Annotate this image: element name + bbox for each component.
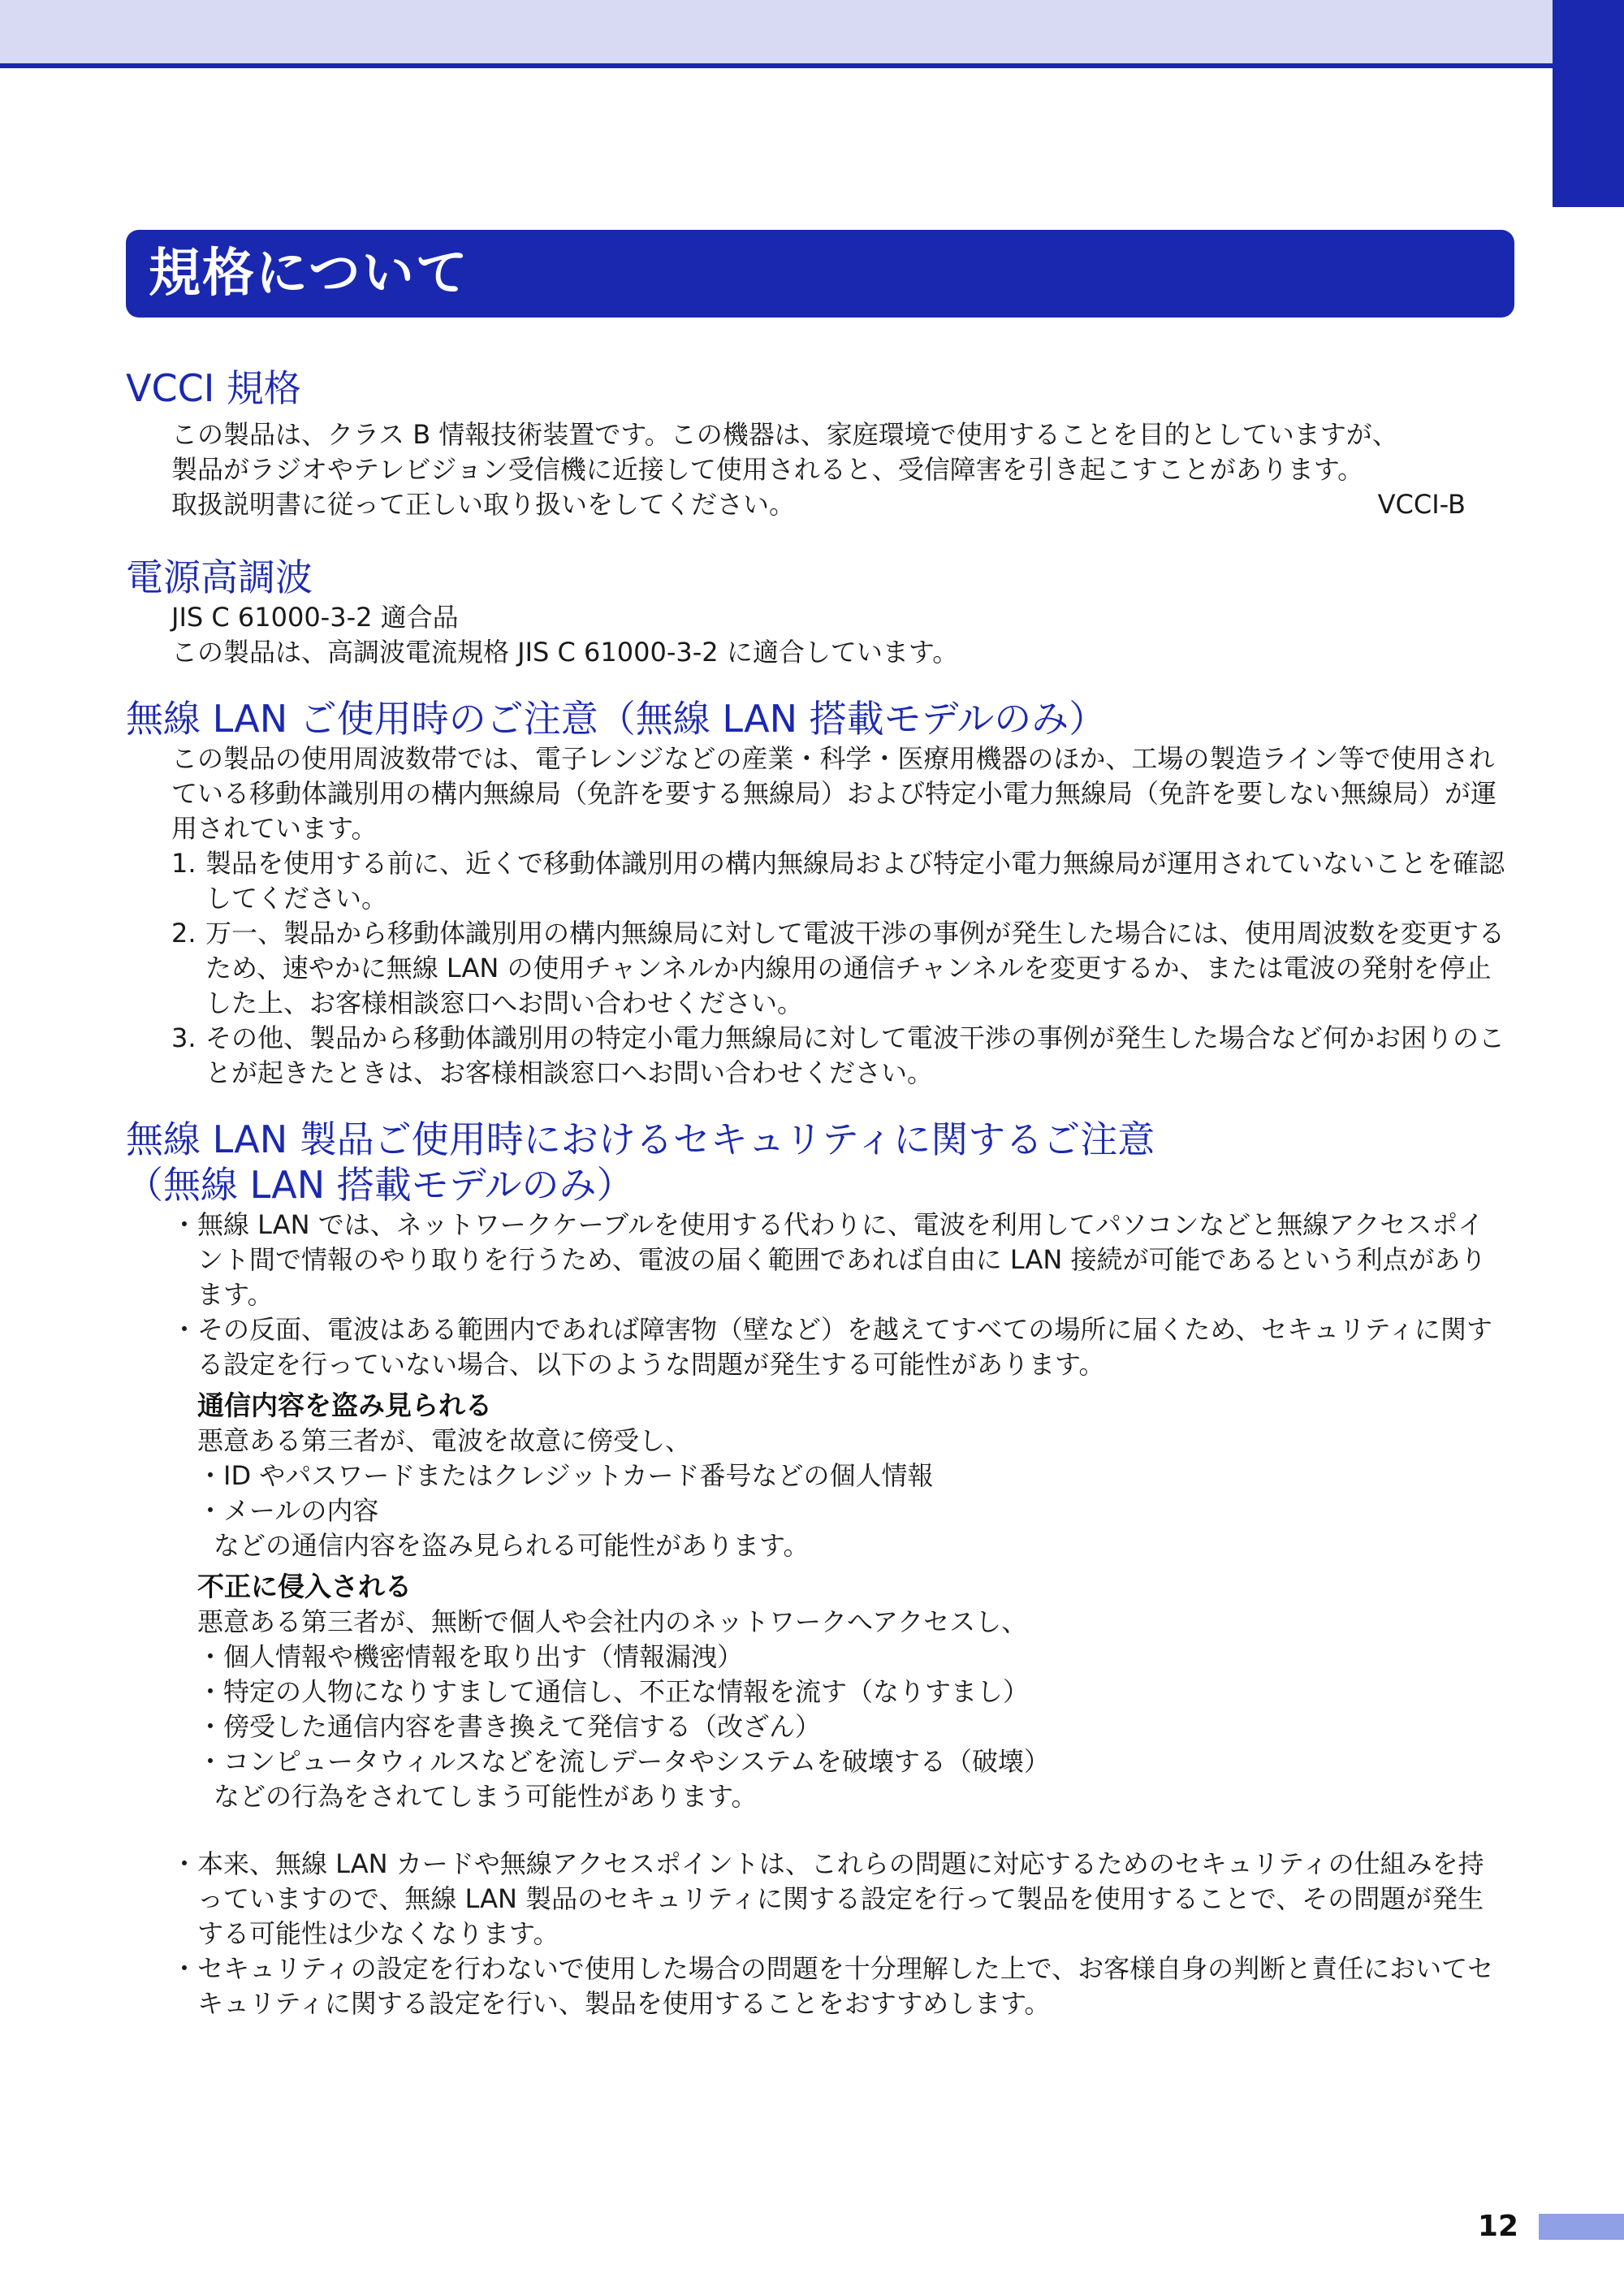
risk-item: ・個人情報や機密情報を取り出す（情報漏洩） bbox=[197, 1641, 744, 1672]
bullet-text: 無線 LAN では、ネットワークケーブルを使用する代わりに、電波を利用してパソコンなどと無線アクセスポイント間で情報のやり取りを行うため、電波の届く範囲であれば自由に LAN 接続が可能であるという利点があります。 bbox=[197, 1209, 1487, 1310]
risk-eavesdropping bbox=[197, 1387, 1506, 1563]
bullet-item bbox=[171, 1312, 1506, 1382]
risk-intrusion bbox=[197, 1568, 1506, 1814]
risk-item: ・傍受した通信内容を書き換えて発信する（改ざん） bbox=[197, 1711, 822, 1742]
bullet-mark: ・ bbox=[171, 1209, 198, 1240]
section-wlan-security bbox=[126, 1117, 1506, 2021]
vcci-last-line bbox=[171, 487, 1506, 522]
vcci-mark: VCCI-B bbox=[1377, 489, 1466, 520]
risk-title: 不正に侵入される bbox=[197, 1571, 412, 1602]
list-text: 製品を使用する前に、近くで移動体識別用の構内無線局および特定小電力無線局が運用されていないことを確認してください。 bbox=[205, 848, 1505, 914]
list-text: その他、製品から移動体識別用の特定小電力無線局に対して電波干渉の事例が発生した場合など何かお困りのことが起きたときは、お客様相談窓口へお問い合わせください。 bbox=[205, 1022, 1505, 1088]
risk-tail: などの通信内容を盗み見られる可能性があります。 bbox=[214, 1530, 810, 1561]
wlan-security-body bbox=[171, 1208, 1506, 2021]
bullet-item bbox=[171, 1951, 1506, 2021]
page-number-bar bbox=[1539, 2214, 1624, 2240]
wlan-caution-intro: この製品の使用周波数帯では、電子レンジなどの産業・科学・医療用機器のほか、工場の製造ライン等で使用されている移動体識別用の構内無線局（免許を要する無線局）および特定小電力無線局（免許を要しない無線局）が運用されています。 bbox=[171, 743, 1497, 844]
heading-vcci: VCCI 規格 bbox=[126, 366, 301, 410]
harmonics-body bbox=[171, 600, 1506, 670]
bullet-mark: ・ bbox=[171, 1953, 198, 1984]
risk-tail: などの行為をされてしまう可能性があります。 bbox=[214, 1781, 758, 1812]
bullet-text: セキュリティの設定を行わないで使用した場合の問題を十分理解した上で、お客様自身の判断と責任においてセキュリティに関する設定を行い、製品を使用することをおすすめします。 bbox=[197, 1953, 1494, 2019]
list-number: 3. bbox=[171, 1022, 197, 1053]
bullet-item bbox=[171, 1208, 1506, 1312]
title-bar bbox=[126, 230, 1514, 318]
risk-item: ・コンピュータウィルスなどを流しデータやシステムを破壊する（破壊） bbox=[197, 1746, 1050, 1777]
risk-item: ・特定の人物になりすまして通信し、不正な情報を流す（なりすまし） bbox=[197, 1676, 1030, 1707]
list-item bbox=[171, 1021, 1506, 1091]
section-wlan-caution bbox=[126, 696, 1506, 1091]
section-harmonics bbox=[126, 555, 1506, 670]
list-item bbox=[171, 846, 1506, 916]
risk-item: ・ID やパスワードまたはクレジットカード番号などの個人情報 bbox=[197, 1460, 934, 1491]
bullet-text: その反面、電波はある範囲内であれば障害物（壁など）を越えてすべての場所に届くため、セキュリティに関する設定を行っていない場合、以下のような問題が発生する可能性があります。 bbox=[197, 1314, 1492, 1380]
list-number: 2. bbox=[171, 918, 197, 949]
vcci-line: 製品がラジオやテレビジョン受信機に近接して使用されると、受信障害を引き起こすことがあります。 bbox=[171, 454, 1364, 485]
header-band bbox=[0, 0, 1553, 68]
main-content bbox=[126, 365, 1506, 2021]
wlan-caution-body bbox=[171, 741, 1506, 1091]
bullet-mark: ・ bbox=[171, 1848, 198, 1879]
bullet-text: 本来、無線 LAN カードや無線アクセスポイントは、これらの問題に対応するためのセキュリティの仕組みを持っていますので、無線 LAN 製品のセキュリティに関する設定を行って製品を使用することで、その問題が発生する可能性は少なくなります。 bbox=[197, 1848, 1484, 1949]
heading-wlan-caution: 無線 LAN ご使用時のご注意（無線 LAN 搭載モデルのみ） bbox=[126, 697, 1107, 741]
heading-wlan-security-sub: （無線 LAN 搭載モデルのみ） bbox=[126, 1163, 634, 1207]
risk-item: ・メールの内容 bbox=[197, 1495, 379, 1526]
list-text: 万一、製品から移動体識別用の構内無線局に対して電波干渉の事例が発生した場合には、使用周波数を変更するため、速やかに無線 LAN の使用チャンネルか内線用の通信チャンネルを変更するか、または電波の発射を停止した上、お客様相談窓口へお問い合わせください。 bbox=[205, 918, 1505, 1018]
page-title: 規格について bbox=[149, 244, 469, 304]
harmonics-line: この製品は、高調波電流規格 JIS C 61000-3-2 に適合しています。 bbox=[171, 637, 959, 668]
vcci-line: 取扱説明書に従って正しい取り扱いをしてください。 bbox=[171, 489, 796, 520]
heading-harmonics: 電源高調波 bbox=[126, 555, 313, 599]
risk-title: 通信内容を盗み見られる bbox=[197, 1390, 492, 1421]
bullet-mark: ・ bbox=[171, 1314, 198, 1345]
harmonics-line: JIS C 61000-3-2 適合品 bbox=[171, 602, 459, 633]
vcci-line: この製品は、クラス B 情報技術装置です。この機器は、家庭環境で使用することを目的としていますが、 bbox=[171, 419, 1398, 450]
spacer bbox=[171, 1814, 1506, 1847]
bullet-item bbox=[171, 1847, 1506, 1951]
risk-lead: 悪意ある第三者が、電波を故意に傍受し、 bbox=[197, 1425, 692, 1456]
vcci-body bbox=[171, 417, 1506, 522]
page-number: 12 bbox=[1477, 2210, 1518, 2243]
list-item bbox=[171, 916, 1506, 1021]
risk-lead: 悪意ある第三者が、無断で個人や会社内のネットワークへアクセスし、 bbox=[197, 1606, 1028, 1637]
chapter-tab bbox=[1553, 0, 1624, 207]
heading-wlan-security: 無線 LAN 製品ご使用時におけるセキュリティに関するご注意 bbox=[126, 1117, 1155, 1161]
list-number: 1. bbox=[171, 848, 197, 879]
section-vcci bbox=[126, 365, 1506, 522]
